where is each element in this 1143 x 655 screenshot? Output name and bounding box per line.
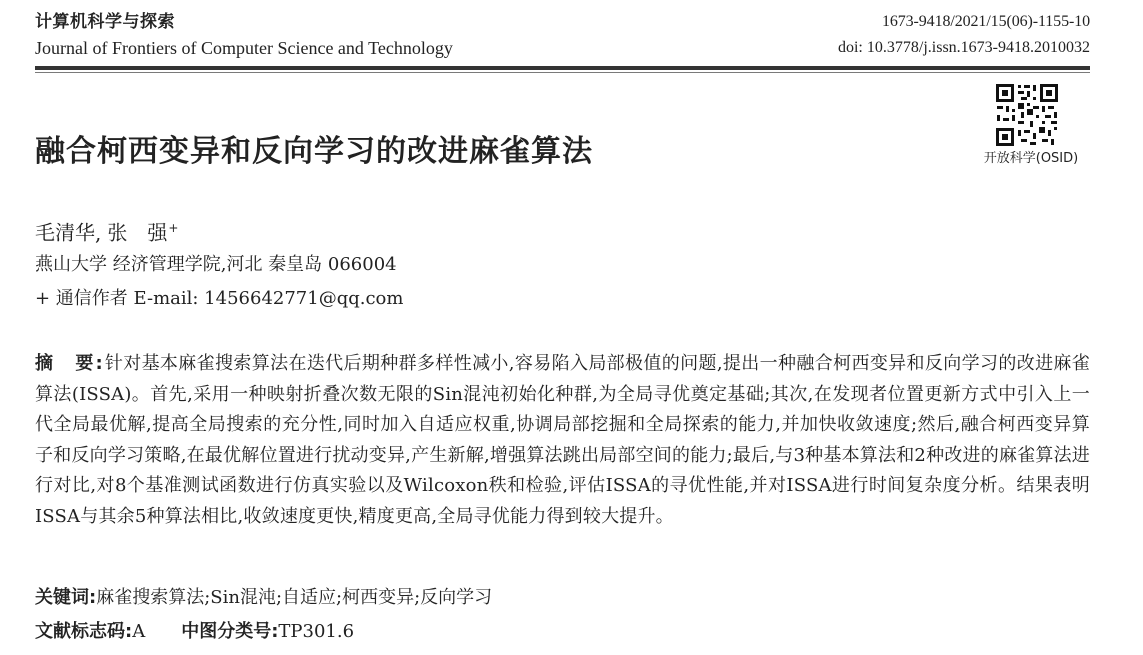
affiliation-line: 燕山大学 经济管理学院,河北 秦皇岛 066004 (35, 254, 397, 275)
document-code-label: 文献标志码: (35, 621, 133, 642)
corresponding-email-line: + 通信作者 E-mail: 1456642771@qq.com (35, 288, 404, 309)
document-code-value: A (132, 621, 146, 642)
abstract-text: 针对基本麻雀搜索算法在迭代后期种群多样性减小,容易陷入局部极值的问题,提出一种融合柯西变异和反向学习的改进麻雀算法(ISSA)。首先,采用一种映射折叠次数无限的Sin混沌初始化种群,为全局寻优奠定基础;其次,在发现者位置更新方式中引入上一代全局最优解,提高全局搜索的充分性,同时加入自适应权重,协调局部挖掘和全局探索的能力,并加快收敛速度;然后,融合柯西变异算子和反向学习策略,在最优解位置进行扰动变异,产生新解,增强算法跳出局部空间的能力;最后,与3种基本算法和2种改进的麻雀算法进行对比,对8个基准测试函数进行仿真实验以及Wilcoxon秩和检验,评估ISSA的寻优性能,并对ISSA进行时间复杂度分析。结果表明ISSA与其余5种算法相比,收敛速度更快,精度更高,全局寻优能力得到较大提升。 (35, 353, 1090, 527)
abstract-paragraph (35, 349, 1090, 532)
journal-title-english: Journal of Frontiers of Computer Science and Technology (35, 38, 453, 58)
clc-value: TP301.6 (278, 621, 355, 642)
keywords-line (35, 586, 492, 610)
keywords-label: 关键词: (35, 587, 97, 608)
journal-title-chinese: 计算机科学与探索 (35, 12, 175, 32)
author-line (35, 215, 178, 246)
header-rule-thick (35, 66, 1090, 70)
qr-code-graphic (994, 82, 1060, 148)
author-separator: , (95, 220, 102, 245)
abstract-label: 摘 要: (35, 353, 105, 374)
issn-line: 1673-9418/2021/15(06)-1155-10 (881, 13, 1090, 30)
author-name: 毛清华 (35, 220, 95, 245)
keywords-text: 麻雀搜索算法;Sin混沌;自适应;柯西变异;反向学习 (96, 587, 493, 608)
paper-title: 融合柯西变异和反向学习的改进麻雀算法 (35, 134, 593, 169)
author-name: 张 强 (107, 220, 168, 245)
clc-label: 中图分类号: (181, 621, 279, 642)
header-rule-thin (35, 72, 1090, 73)
corresponding-author-mark: + (168, 221, 179, 235)
journal-header (35, 12, 595, 58)
open-science-label: 开放科学(OSID) (983, 151, 1079, 166)
classification-line (35, 620, 354, 644)
publication-meta (838, 12, 1090, 58)
qr-code-icon (994, 82, 1060, 148)
doi-line: doi: 10.3778/j.issn.1673-9418.2010032 (837, 39, 1090, 56)
